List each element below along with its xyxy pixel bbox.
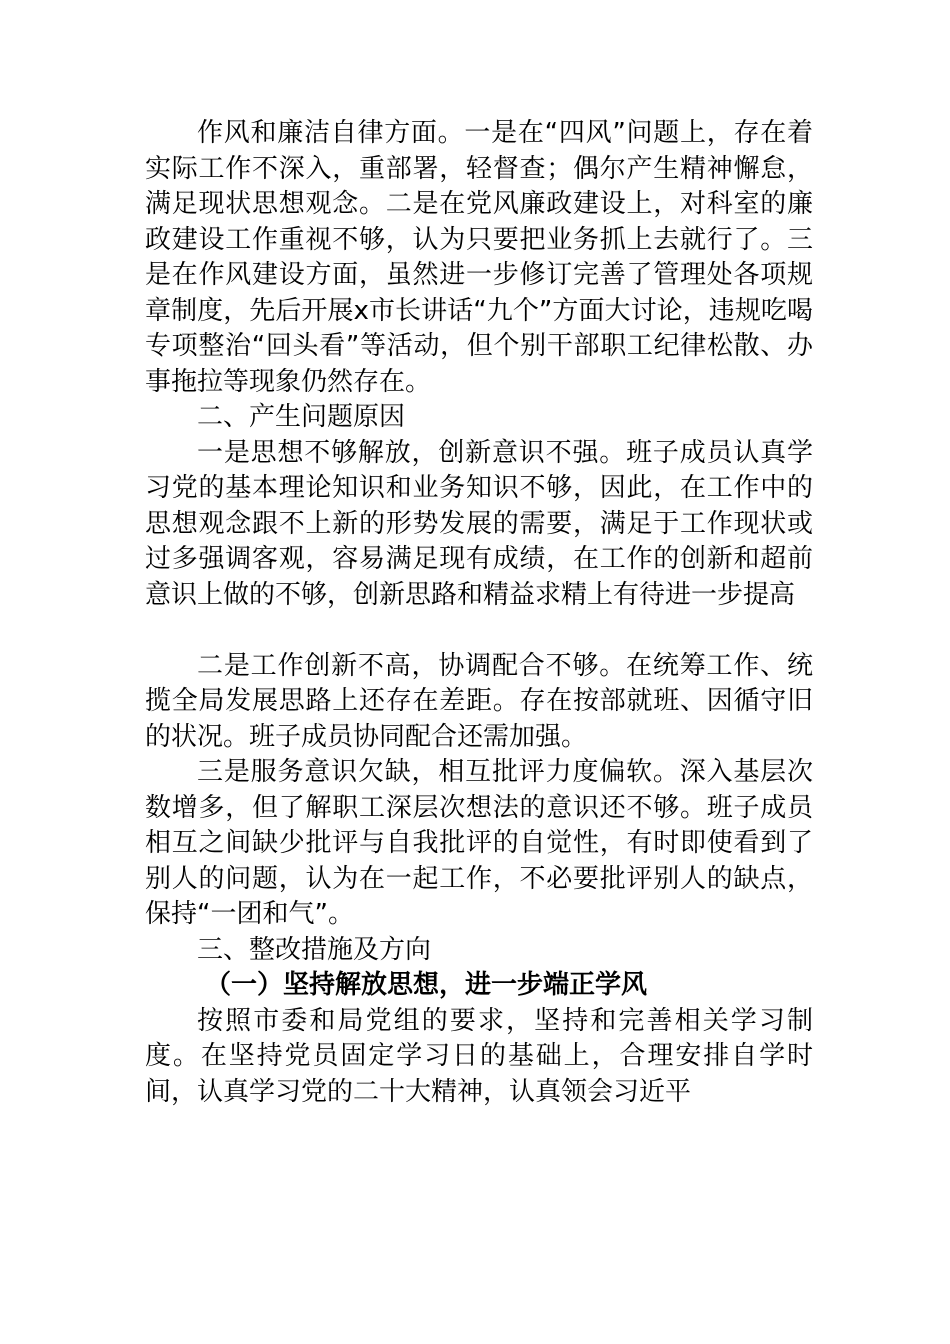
subsection-heading-emancipate-mind: （一）坚持解放思想，进一步端正学风 (205, 970, 648, 1000)
paragraph-cause-service: 三是服务意识欠缺，相互批评力度偏软。深入基层次数增多，但了解职工深层次想法的意识还不够。班子成员相互之间缺少批评与自我批评的自觉性，有时即使看到了别人的问题，认为在一起工作，不必要批评别人的缺点，保持“一团和气”。 (145, 757, 813, 929)
section-heading-measures: 三、整改措施及方向 (197, 934, 432, 965)
paragraph-study-system: 按照市委和局党组的要求，坚持和完善相关学习制度。在坚持党员固定学习日的基础上，合理安排自学时间，认真学习党的二十大精神，认真领会习近平 (145, 1005, 813, 1107)
paragraph-cause-innovation: 二是工作创新不高，协调配合不够。在统筹工作、统揽全局发展思路上还存在差距。存在按部就班、因循守旧的状况。班子成员协同配合还需加强。 (145, 650, 813, 752)
section-heading-causes: 二、产生问题原因 (197, 402, 406, 432)
blank-line (145, 613, 813, 649)
paragraph-work-style: 作风和廉洁自律方面。一是在“四风”问题上，存在着实际工作不深入，重部署，轻督查；偶尔产生精神懈怠，满足现状思想观念。二是在党风廉政建设上，对科室的廉政建设工作重视不够，认为只要把业务抓上去就行了。三是在作风建设方面，虽然进一步修订完善了管理处各项规章制度，先后开展x市长讲话“九个”方面大讨论，违规吃喝专项整治“回头看”等活动，但个别干部职工纪律松散、办事拖拉等现象仍然存在。 (145, 118, 813, 397)
paragraph-cause-thinking: 一是思想不够解放，创新意识不强。班子成员认真学习党的基本理论知识和业务知识不够，因此，在工作中的思想观念跟不上新的形势发展的需要，满足于工作现状或过多强调客观，容易满足现有成绩，在工作的创新和超前意识上做的不够，创新思路和精益求精上有待进一步提高 (145, 437, 813, 610)
document-body (145, 116, 813, 1110)
